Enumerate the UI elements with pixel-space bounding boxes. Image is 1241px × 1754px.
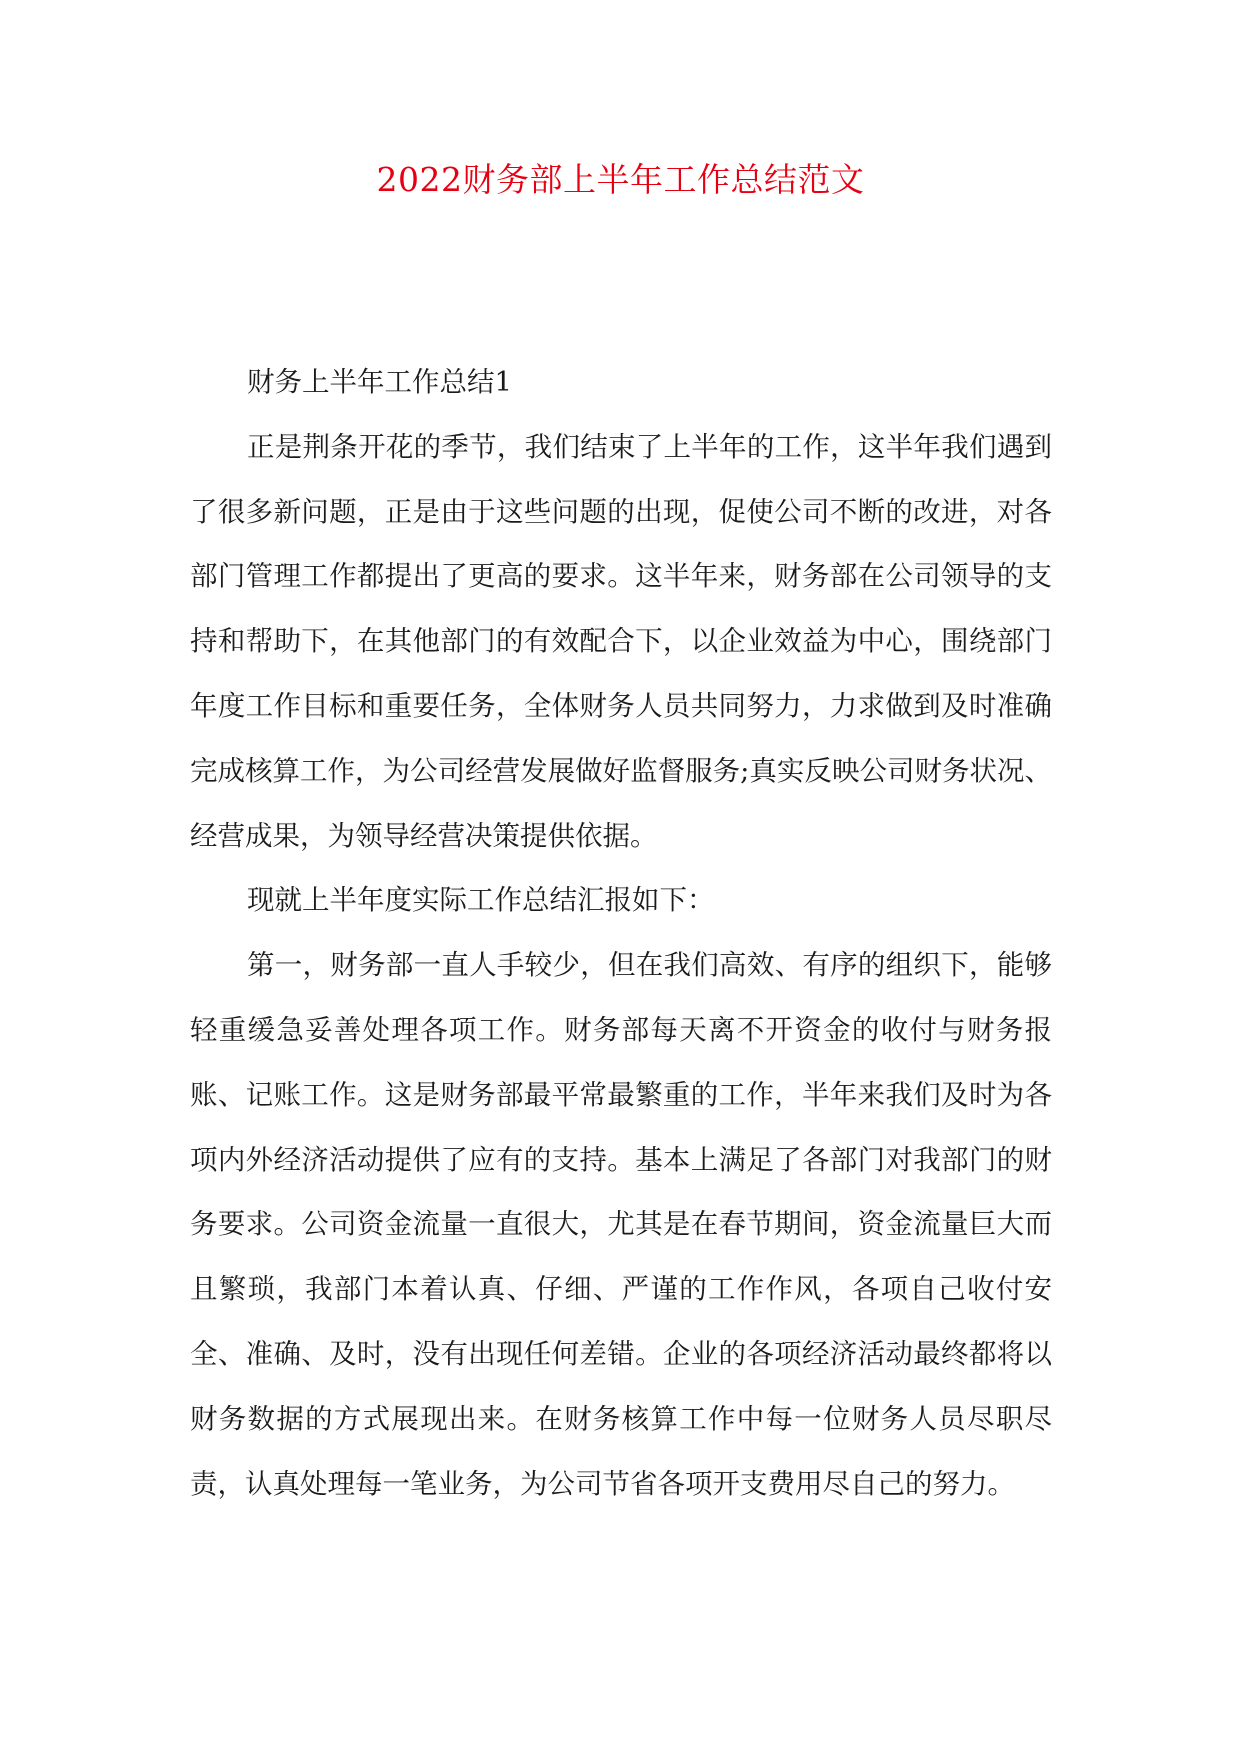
paragraph-first-point: 第一，财务部一直人手较少，但在我们高效、有序的组织下，能够轻重缓急妥善处理各项工作。财务部每天离不开资金的收付与财务报账、记账工作。这是财务部最平常最繁重的工作，半年来我们及时为各项内外经济活动提供了应有的支持。基本上满足了各部门对我部门的财务要求。公司资金流量一直很大，尤其是在春节期间，资金流量巨大而且繁琐，我部门本着认真、仔细、严谨的工作作风，各项自己收付安全、准确、及时，没有出现任何差错。企业的各项经济活动最终都将以财务数据的方式展现出来。在财务核算工作中每一位财务人员尽职尽责，认真处理每一笔业务，为公司节省各项开支费用尽自己的努力。 — [190, 949, 1052, 1500]
document-title: 2022财务部上半年工作总结范文 — [376, 160, 865, 199]
paragraph-intro: 正是荆条开花的季节，我们结束了上半年的工作，这半年我们遇到了很多新问题，正是由于这些问题的出现，促使公司不断的改进，对各部门管理工作都提出了更高的要求。这半年来，财务部在公司领导的支持和帮助下，在其他部门的有效配合下，以企业效益为中心，围绕部门年度工作目标和重要任务，全体财务人员共同努力，力求做到及时准确完成核算工作，为公司经营发展做好监督服务;真实反映公司财务状况、经营成果，为领导经营决策提供依据。 — [190, 430, 1052, 852]
section-heading: 财务上半年工作总结1 — [247, 366, 512, 398]
document-body — [190, 350, 1052, 1516]
paragraph-report-lead: 现就上半年度实际工作总结汇报如下： — [247, 884, 715, 917]
